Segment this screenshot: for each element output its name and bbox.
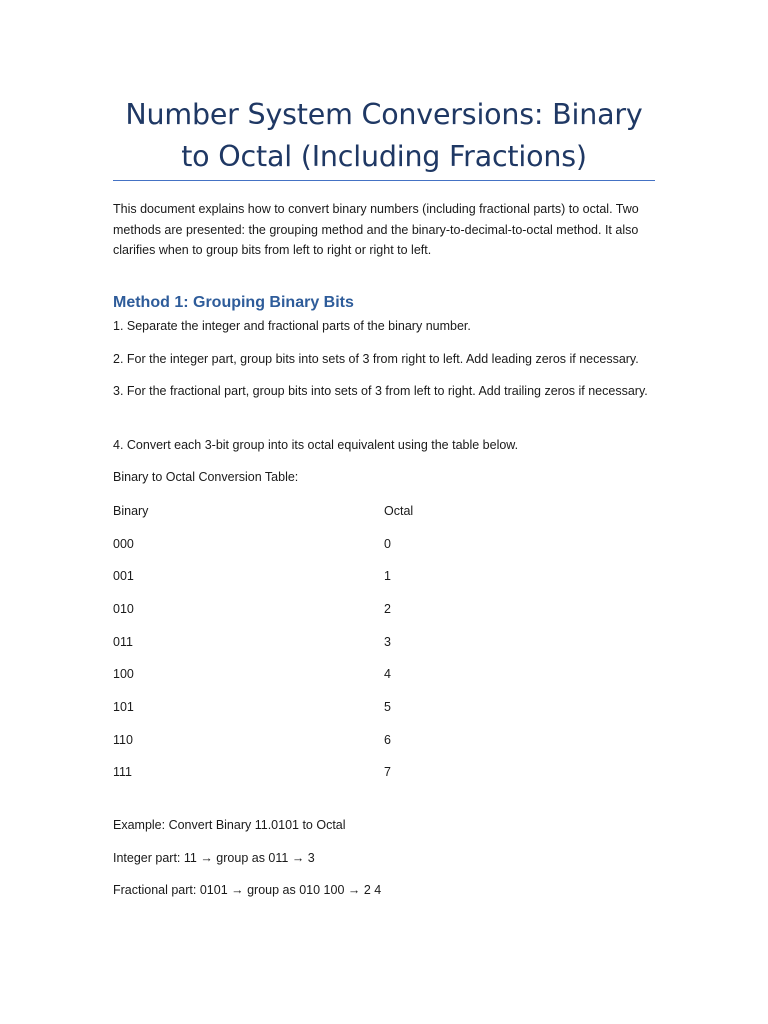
intro-paragraph: This document explains how to convert binary numbers (including fractional parts) to octal. Two methods are presented: the grouping method and the binary-to-decimal-to-octal method. It also clarifies when to group bits from left to right or right to left. bbox=[113, 202, 639, 257]
step-2: 2. For the integer part, group bits into sets of 3 from right to left. Add leading zeros if necessary. bbox=[113, 352, 639, 366]
table-cell-octal: 5 bbox=[384, 700, 391, 714]
step-4: 4. Convert each 3-bit group into its octal equivalent using the table below. bbox=[113, 438, 519, 452]
table-cell-binary: 000 bbox=[113, 537, 134, 551]
example-integer-part: Integer part: 11 → group as 011 → 3 bbox=[113, 851, 315, 865]
table-cell-octal: 7 bbox=[384, 765, 391, 779]
table-cell-octal: 6 bbox=[384, 733, 391, 747]
title-underline bbox=[113, 180, 655, 181]
example-fractional-part: Fractional part: 0101 → group as 010 100 → 2 4 bbox=[113, 883, 382, 897]
table-cell-octal: 3 bbox=[384, 635, 391, 649]
table-header-binary: Binary bbox=[113, 504, 149, 518]
table-cell-octal: 1 bbox=[384, 569, 391, 583]
table-cell-binary: 100 bbox=[113, 667, 134, 681]
table-cell-octal: 2 bbox=[384, 602, 391, 616]
table-header-octal: Octal bbox=[384, 504, 414, 518]
document-title: Number System Conversions: Binary to Octal (Including Fractions) bbox=[125, 98, 643, 173]
table-cell-binary: 010 bbox=[113, 602, 134, 616]
table-cell-binary: 101 bbox=[113, 700, 134, 714]
table-cell-binary: 001 bbox=[113, 569, 134, 583]
table-cell-octal: 4 bbox=[384, 667, 391, 681]
table-cell-binary: 111 bbox=[113, 765, 133, 779]
table-cell-binary: 110 bbox=[113, 733, 133, 747]
table-cell-octal: 0 bbox=[384, 537, 391, 551]
table-cell-binary: 011 bbox=[113, 635, 133, 649]
example-title: Example: Convert Binary 11.0101 to Octal bbox=[113, 818, 346, 832]
step-1: 1. Separate the integer and fractional parts of the binary number. bbox=[113, 319, 471, 333]
step-3: 3. For the fractional part, group bits into sets of 3 from left to right. Add trailing zeros if necessary. bbox=[113, 384, 648, 398]
table-caption: Binary to Octal Conversion Table: bbox=[113, 470, 299, 484]
method1-heading: Method 1: Grouping Binary Bits bbox=[113, 294, 354, 311]
